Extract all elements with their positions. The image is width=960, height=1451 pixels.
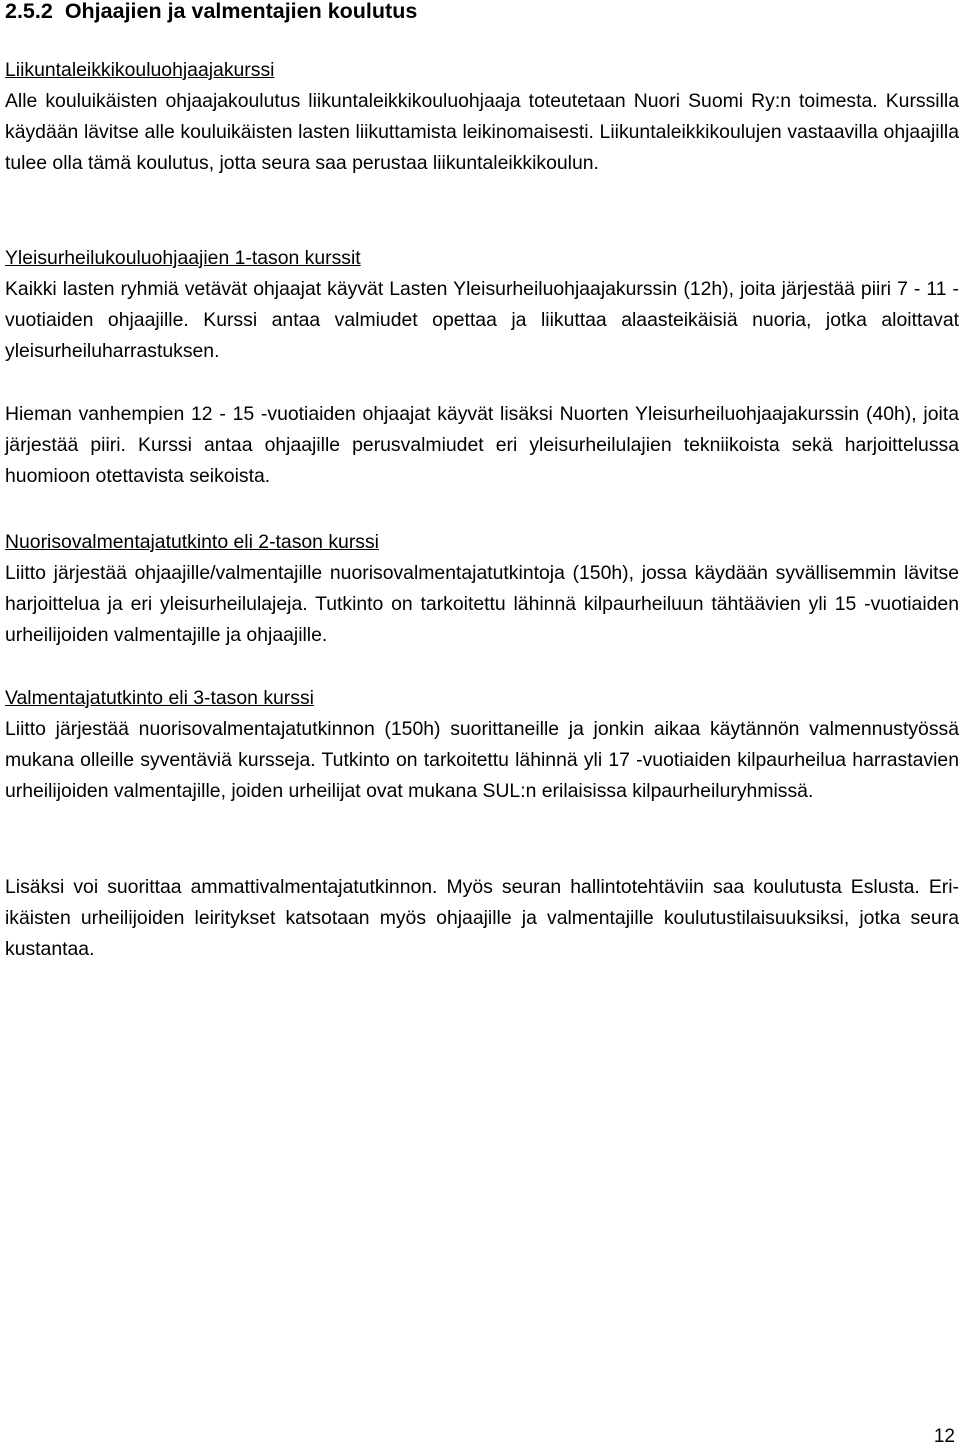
- section-heading: [5, 0, 417, 25]
- subheading-liikuntaleikkikouluohjaajakurssi: Liikuntaleikkikouluohjaajakurssi: [5, 59, 275, 81]
- subheading-valmentajatutkinto: Valmentajatutkinto eli 3-tason kurssi: [5, 687, 314, 709]
- page-number: 12: [933, 1426, 955, 1447]
- section-title: Ohjaajien ja valmentajien koulutus: [64, 0, 418, 23]
- section-nuorten-yleisurheiluohjaaja: [5, 399, 959, 492]
- paragraph: Kaikki lasten ryhmiä vetävät ohjaajat käyvät Lasten Yleisurheiluohjaajakurssin (12h), joita järjestää piiri 7 - 11 -vuotiaiden ohjaajille. Kurssi antaa valmiudet opettaa ja liikuttaa alaasteikäisiä nuoria, jotka aloittavat yleisurheiluharrastuksen.: [5, 278, 959, 362]
- section-valmentajatutkinto: [5, 683, 959, 807]
- paragraph: Liitto järjestää ohjaajille/valmentajille nuorisovalmentajatutkintoja (150h), jossa käydään syvällisemmin lävitse harjoittelua ja eri yleisurheilulajeja. Tutkinto on tarkoitettu lähinnä kilpaurheiluun tähtäävien yli 15 -vuotiaiden urheilijoiden valmentajille ja ohjaajille.: [5, 562, 959, 646]
- paragraph: Hieman vanhempien 12 - 15 -vuotiaiden ohjaajat käyvät lisäksi Nuorten Yleisurheiluohjaajakurssin (40h), joita järjestää piiri. Kurssi antaa ohjaajille perusvalmiudet eri yleisurheilulajien tekniikoista sekä harjoittelussa huomioon otettavista seikoista.: [5, 403, 959, 487]
- section-number: 2.5.2: [5, 0, 53, 23]
- section-nuorisovalmentajatutkinto: [5, 527, 959, 651]
- subheading-yleisurheilukouluohjaajien-kurssit: Yleisurheilukouluohjaajien 1-tason kurssit: [5, 247, 361, 269]
- paragraph: Lisäksi voi suorittaa ammattivalmentajatutkinnon. Myös seuran hallintotehtäviin saa koulutusta Eslusta. Eri-ikäisten urheilijoiden leiritykset katsotaan myös ohjaajille ja valmentajille koulutustilaisuuksiksi, jotka seura kustantaa.: [5, 876, 959, 960]
- section-yleisurheilukoulu: [5, 243, 959, 367]
- section-liikuntaleikkikoulu: [5, 55, 959, 179]
- subheading-nuorisovalmentajatutkinto: Nuorisovalmentajatutkinto eli 2-tason kurssi: [5, 531, 379, 553]
- paragraph: Liitto järjestää nuorisovalmentajatutkinnon (150h) suorittaneille ja jonkin aikaa käytännön valmennustyössä mukana olleille syventäviä kursseja. Tutkinto on tarkoitettu lähinnä yli 17 -vuotiaiden kilpaurheilua harrastavien urheilijoiden valmentajille, joiden urheilijat ovat mukana SUL:n erilaisissa kilpaurheiluryhmissä.: [5, 718, 959, 802]
- section-lisaksi: [5, 872, 959, 965]
- paragraph: Alle kouluikäisten ohjaajakoulutus liikuntaleikkikouluohjaaja toteutetaan Nuori Suomi Ry:n toimesta. Kurssilla käydään lävitse alle kouluikäisten lasten liikuttamista leikinomaisesti. Liikuntaleikkikoulujen vastaavilla ohjaajilla tulee olla tämä koulutus, jotta seura saa perustaa liikuntaleikkikoulun.: [5, 90, 959, 174]
